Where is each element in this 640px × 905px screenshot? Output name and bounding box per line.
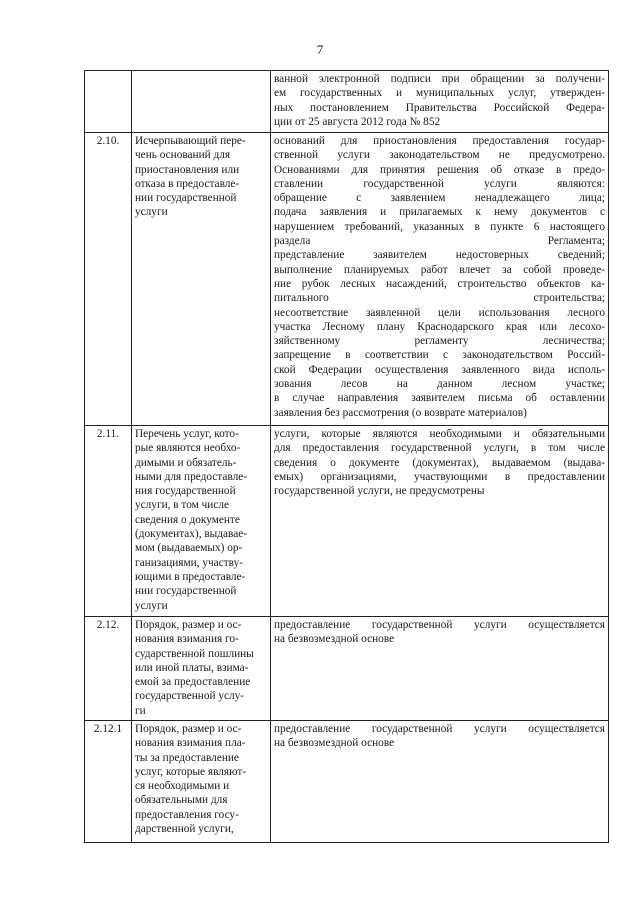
name-line: государственной услу- [135,690,245,703]
description-line: Основаниями для принятия решения об отказе в предо- [274,163,605,176]
name-line: сведения о документе [135,513,240,526]
name-line: емой за предоставление [135,676,251,689]
item-description-cell [271,133,609,426]
name-line: ганизациями, участву- [135,556,243,569]
name-line: ния государственной [135,485,236,498]
description-line: в случае направления заявителем письма об оставлении [274,392,605,405]
description-line: выполнение планируемых работ влечет за собой проведе- [274,263,605,276]
item-name-cell [132,133,271,426]
name-line: Порядок, размер и ос- [135,619,242,631]
item-name-cell [132,71,271,133]
description-line: несоответствие заявленной цели использования лесного [274,306,605,319]
description-line: ванной электронной подписи при обращении за получени- [274,73,605,85]
description-line: ние рубок лесных насаждений, строительство объектов ка- [274,277,605,290]
item-description-cell [271,426,609,617]
item-description-cell [271,617,609,721]
description-line: ственной услуги законодательством не предусмотрено. [274,149,605,162]
description-line: ции от 25 августа 2012 года № 852 [274,115,441,128]
name-line: приостановления или [135,163,240,176]
description-line: запрещение в соответствии с законодательством Россий- [274,349,605,362]
table-row [85,617,609,721]
description-line: услуги, которые являются необходимыми и обязательными [274,428,605,440]
item-name-cell [132,721,271,843]
name-line: ты за предоставление [135,751,239,764]
name-line: услуги, в том числе [135,499,230,512]
name-line: или иной платы, взима- [135,661,249,674]
description-line: заявления без рассмотрения (о возврате материалов) [274,406,527,419]
name-line: услуг, которые являют- [135,765,247,778]
item-number-cell: 2.10. [85,133,132,426]
item-number-cell: 2.12. [85,617,132,721]
name-line: сударственной пошлины [135,647,254,660]
description-line: питального строительства; [274,292,605,305]
description-line: зования лесов на данном лесном участке; [274,378,605,391]
name-line: нии государственной [135,192,237,205]
name-line: Порядок, размер и ос- [135,723,242,735]
item-description-cell [271,721,609,843]
name-line: нования взимания пла- [135,737,246,750]
name-line: отказа в предоставле- [135,177,240,190]
item-number-cell: 2.11. [85,426,132,617]
item-name-cell [132,426,271,617]
description-line: на безвозмездной основе [274,633,395,646]
description-line: подача заявления и прилагаемых к нему документов с [274,206,605,219]
name-line: услуги [135,599,168,612]
description-line: емых) организациями, участвующими в предоставлении [274,470,605,483]
item-number-cell: 2.12.1 [85,721,132,843]
name-line: чень оснований для [135,149,231,162]
description-line: для предоставления государственной услуги, в том числе [274,442,605,455]
description-line: ской Федерации осуществления заявленного вида исполь- [274,363,605,376]
name-line: Исчерпывающий пере- [135,135,246,147]
description-line: ставлении государственной услуги являются: [274,177,605,190]
regulation-table [84,70,609,843]
page-number: 7 [316,42,324,57]
description-line: государственной услуги, не предусмотрены [274,485,485,498]
description-line: представление заявителем недостоверных сведений; [274,249,605,262]
description-line: сведения о документе (документах), выдаваемом (выдава- [274,456,605,469]
description-line: обращение с заявлением ненадлежащего лица; [274,192,605,205]
description-line: на безвозмездной основе [274,737,395,750]
name-line: мом (выдаваемых) ор- [135,542,243,555]
table-row [85,426,609,617]
name-line: ги [135,704,146,717]
table-row [85,133,609,426]
description-line: предоставление государственной услуги осуществляется [274,723,605,735]
name-line: нования взимания го- [135,633,239,646]
description-line: предоставление государственной услуги осуществляется [274,619,605,631]
name-line: ющими в предоставле- [135,570,246,583]
description-line: ем государственных и муниципальных услуг, утвержден- [274,87,605,100]
description-line: оснований для приостановления предоставления государ- [274,135,605,147]
table-row [85,71,609,133]
description-line: нарушением требований, указанных в пункте 6 настоящего [274,220,605,233]
item-name-cell [132,617,271,721]
name-line: ными для предоставле- [135,470,247,483]
name-line: (документах), выдавае- [135,528,248,541]
name-line: ся необходимыми и [135,780,230,793]
name-line: Перечень услуг, кото- [135,428,239,440]
description-line: раздела Регламента; [274,235,605,248]
description-line: ных постановлением Правительства Российской Федера- [274,101,605,114]
name-line: предоставления госу- [135,808,239,821]
item-number-cell [85,71,132,133]
name-line: дарственной услуги, [135,823,234,836]
name-line: нии государственной [135,585,237,598]
name-line: услуги [135,206,168,219]
name-line: димыми и обязатель- [135,456,237,469]
name-line: рые являются необхо- [135,442,241,455]
description-line: зяйственному регламенту лесничества; [274,335,605,348]
name-line: обязательными для [135,794,228,807]
item-description-cell [271,71,609,133]
regulation-table-body [85,71,609,843]
description-line: участка Лесному плану Краснодарского края или лесохо- [274,320,605,333]
table-row [85,721,609,843]
